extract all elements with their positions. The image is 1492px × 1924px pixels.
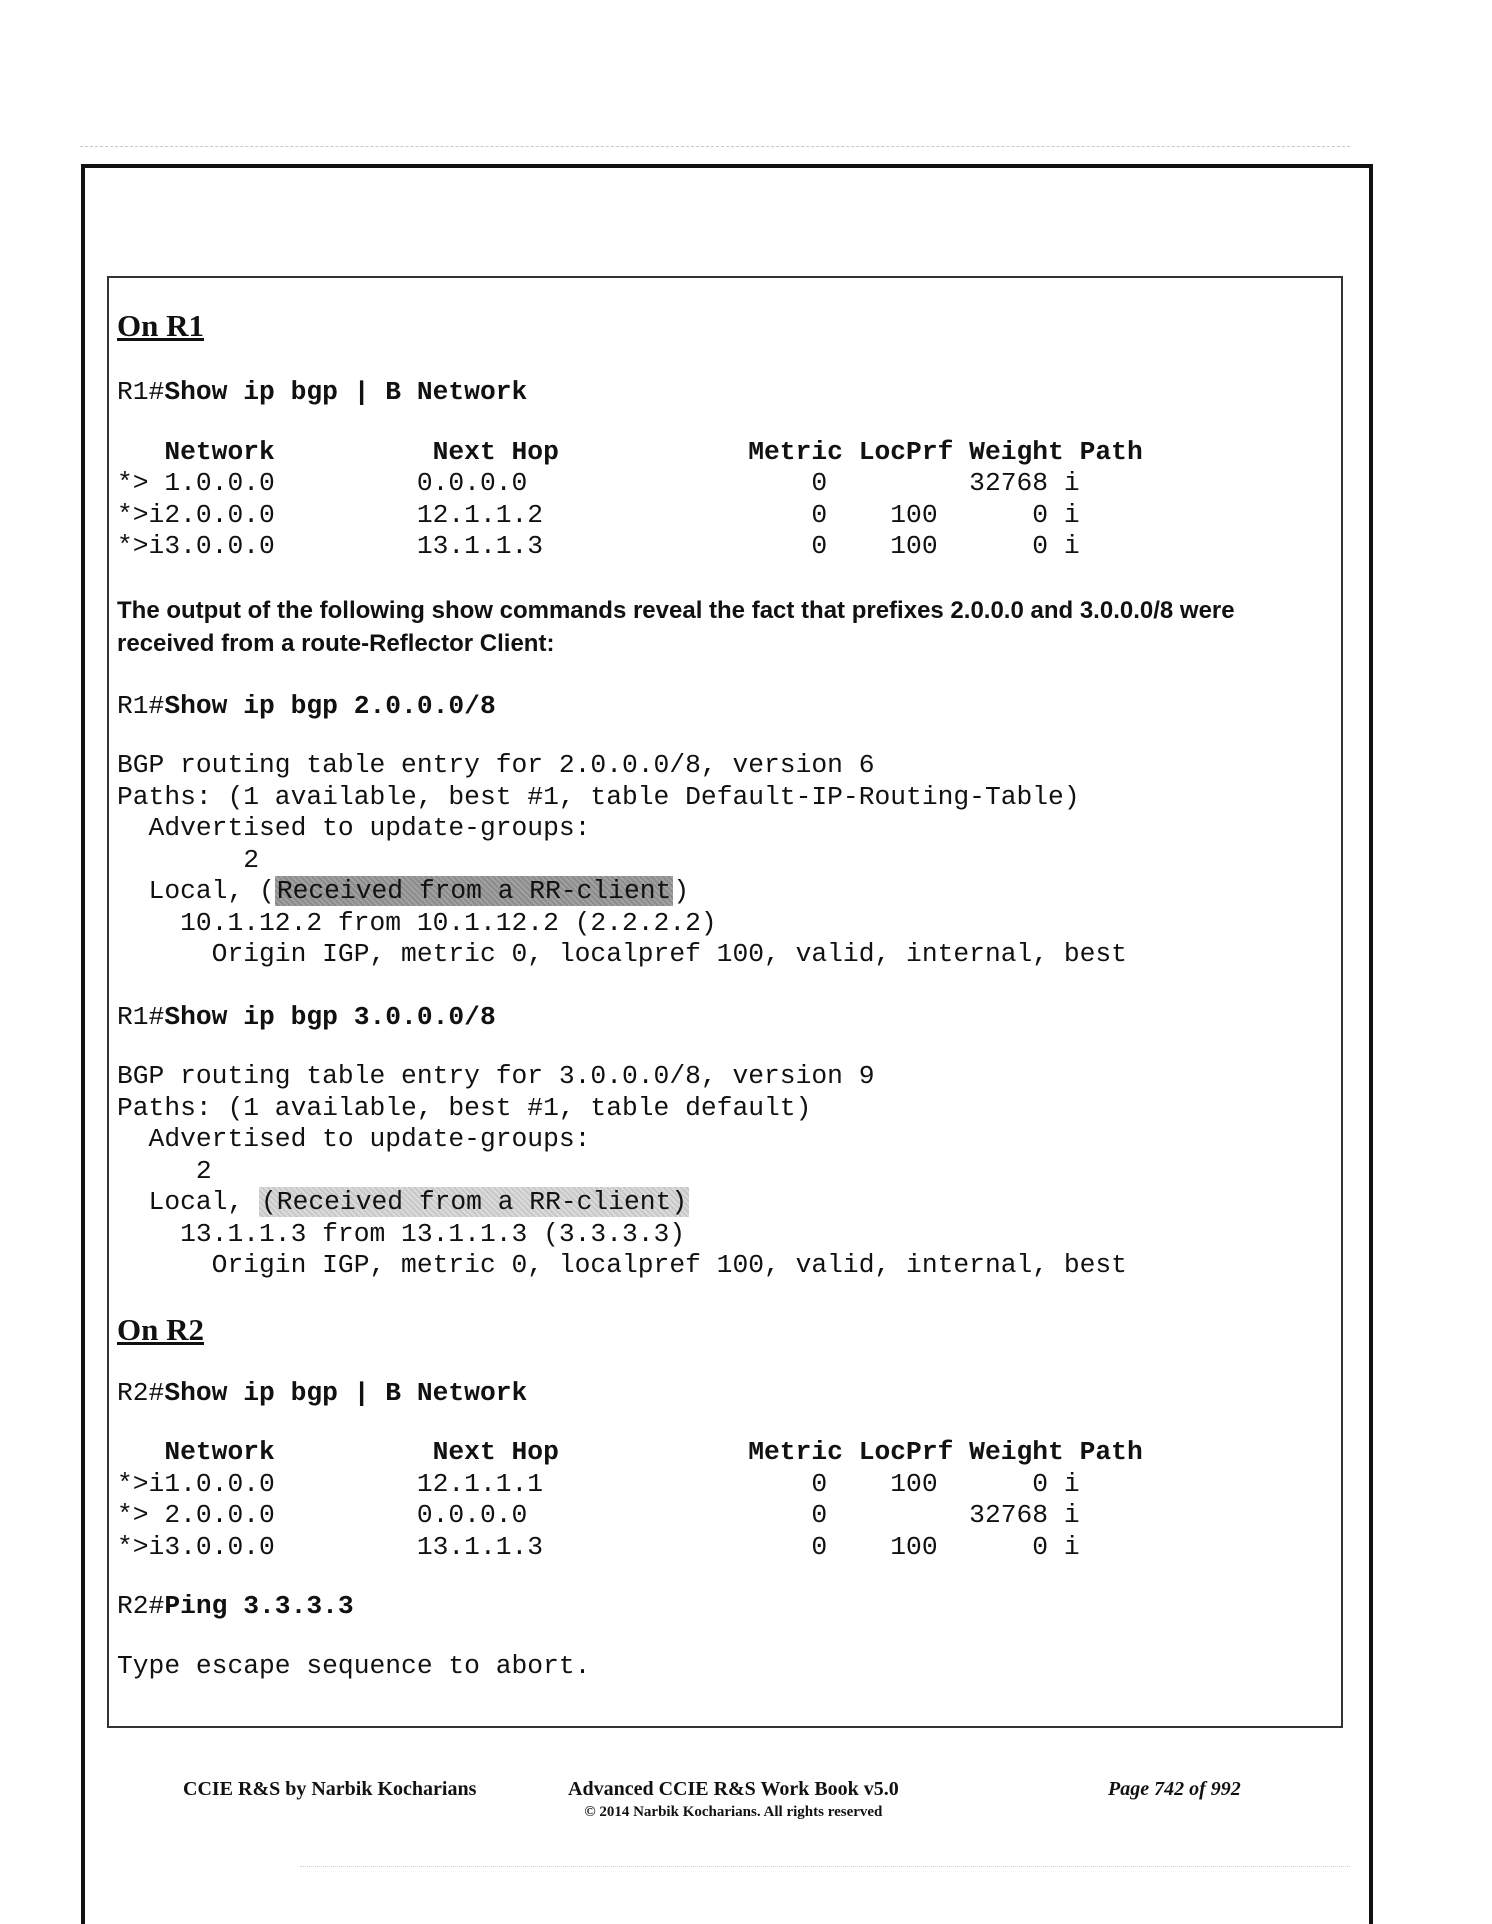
table-row: *>i3.0.0.0 13.1.1.3 0 100 0 i bbox=[117, 1531, 1080, 1562]
r2-bgp-table-header: Network Next Hop Metric LocPrf Weight Path bbox=[117, 1437, 1143, 1467]
output-line: Advertised to update-groups: bbox=[117, 1124, 591, 1154]
footer-copyright: © 2014 Narbik Kocharians. All rights reserved bbox=[584, 1804, 883, 1820]
table-row: *> 2.0.0.0 0.0.0.0 0 32768 i bbox=[117, 1500, 1080, 1530]
output-line: Origin IGP, metric 0, localpref 100, valid, internal, best bbox=[117, 1250, 1127, 1280]
explanation-note: The output of the following show commands reveal the fact that prefixes 2.0.0.0 and 3.0.0.0/8 were received from a route-Reflector Client: bbox=[117, 596, 1235, 657]
footer-book-title: Advanced CCIE R&S Work Book v5.0 © 2014 Narbik Kocharians. All rights reserved bbox=[568, 1778, 899, 1820]
output-line: 2 bbox=[117, 844, 260, 875]
output-line: 10.1.12.2 from 10.1.12.2 (2.2.2.2) bbox=[117, 907, 717, 938]
output-line: BGP routing table entry for 2.0.0.0/8, version 6 bbox=[117, 750, 875, 780]
output-line-local: Local, (Received from a RR-client) bbox=[117, 1187, 688, 1217]
rr-client-highlight: Received from a RR-client bbox=[276, 876, 672, 906]
r2-command-show-bgp: R2#Show ip bgp | B Network bbox=[117, 1377, 528, 1408]
output-line: Paths: (1 available, best #1, table Default-IP-Routing-Table) bbox=[117, 781, 1080, 812]
section-heading-r2: On R2 bbox=[117, 1311, 204, 1347]
output-line: Paths: (1 available, best #1, table default) bbox=[117, 1092, 812, 1123]
r1-prompt: R1# bbox=[117, 377, 165, 407]
r1-command-show-bgp-2: R1#Show ip bgp 2.0.0.0/8 bbox=[117, 690, 496, 721]
footer-page-number: Page 742 of 992 bbox=[1108, 1778, 1241, 1800]
output-line: 13.1.1.3 from 13.1.1.3 (3.3.3.3) bbox=[117, 1218, 686, 1249]
page-content bbox=[117, 306, 1317, 1682]
output-line: Advertised to update-groups: bbox=[117, 813, 591, 843]
section-heading-r1: On R1 bbox=[117, 308, 204, 343]
page-footer bbox=[0, 1778, 1492, 1838]
output-line-local: Local, (Received from a RR-client) bbox=[117, 876, 690, 906]
r2-command-ping: R2#Ping 3.3.3.3 bbox=[117, 1591, 354, 1621]
scan-artifact-top bbox=[80, 146, 1350, 147]
table-row: *>i2.0.0.0 12.1.1.2 0 100 0 i bbox=[117, 499, 1080, 530]
table-row: *> 1.0.0.0 0.0.0.0 0 32768 i bbox=[117, 468, 1080, 498]
output-line: BGP routing table entry for 3.0.0.0/8, version 9 bbox=[117, 1061, 875, 1091]
output-line: 2 bbox=[117, 1155, 212, 1186]
r1-command-text: Show ip bgp | B Network bbox=[164, 377, 528, 407]
output-line: Origin IGP, metric 0, localpref 100, valid, internal, best bbox=[117, 939, 1127, 969]
table-row: *>i3.0.0.0 13.1.1.3 0 100 0 i bbox=[117, 531, 1080, 561]
r1-bgp-table-header: Network Next Hop Metric LocPrf Weight Path bbox=[117, 436, 1143, 467]
scan-artifact-bottom bbox=[300, 1866, 1350, 1867]
rr-client-highlight: (Received from a RR-client) bbox=[261, 1187, 688, 1217]
r1-command-show-bgp-3: R1#Show ip bgp 3.0.0.0/8 bbox=[117, 1001, 496, 1032]
output-line: Type escape sequence to abort. bbox=[117, 1650, 591, 1681]
r1-command-show-bgp bbox=[117, 377, 1317, 409]
table-row: *>i1.0.0.0 12.1.1.1 0 100 0 i bbox=[117, 1468, 1080, 1499]
footer-author: CCIE R&S by Narbik Kocharians bbox=[183, 1778, 477, 1800]
